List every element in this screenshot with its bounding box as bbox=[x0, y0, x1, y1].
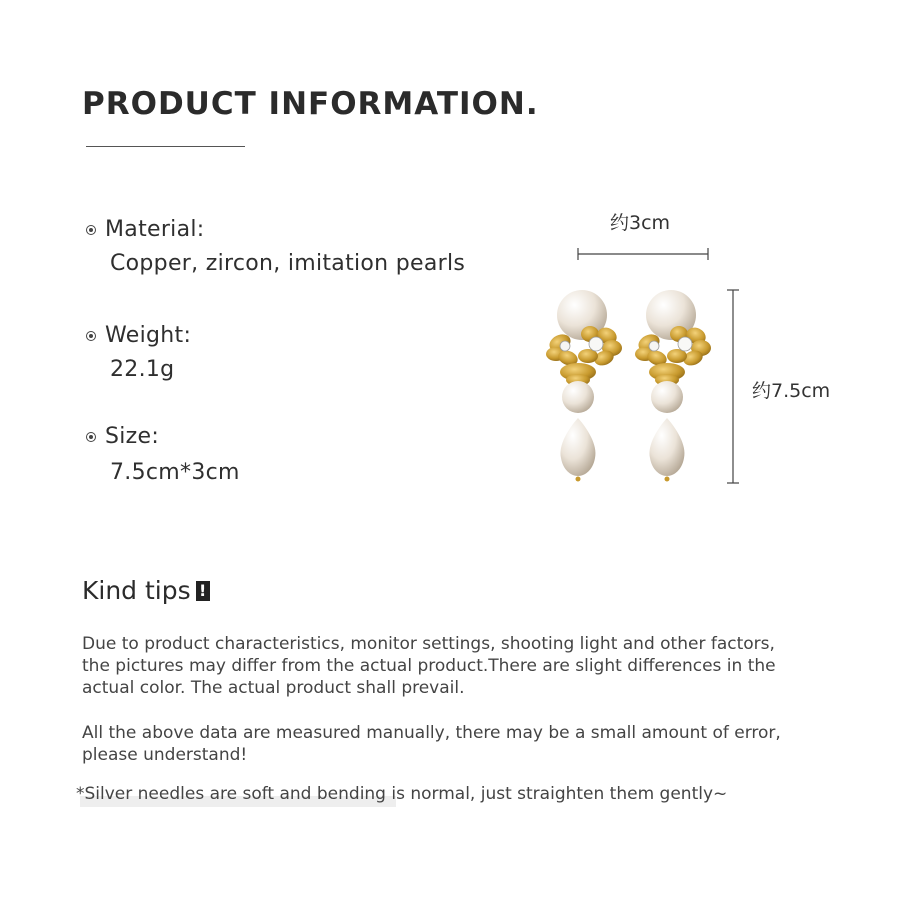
height-dimension-label: 约7.5cm bbox=[752, 380, 831, 402]
tips-paragraph-2: All the above data are measured manually, there may be a small amount of error, please understand! bbox=[82, 723, 781, 765]
spec-value-weight: 22.1g bbox=[110, 357, 175, 382]
spec-size bbox=[86, 424, 159, 449]
spec-material bbox=[86, 217, 205, 242]
kind-tips-heading bbox=[82, 576, 210, 605]
bullet-icon bbox=[86, 331, 96, 341]
kind-tips-title: Kind tips bbox=[82, 576, 191, 605]
bullet-icon bbox=[86, 225, 96, 235]
bullet-icon bbox=[86, 432, 96, 442]
spec-weight bbox=[86, 323, 191, 348]
title-underline bbox=[86, 146, 245, 147]
spec-label-material: Material: bbox=[105, 217, 205, 242]
spec-label-weight: Weight: bbox=[105, 323, 192, 348]
spec-value-material: Copper, zircon, imitation pearls bbox=[110, 251, 466, 276]
page-title: PRODUCT INFORMATION. bbox=[82, 86, 539, 122]
width-dimension-label: 约3cm bbox=[610, 212, 671, 234]
silver-needle-note: *Silver needles are soft and bending is normal, just straighten them gently~ bbox=[76, 784, 728, 804]
earrings-illustration bbox=[520, 240, 760, 500]
spec-value-size: 7.5cm*3cm bbox=[110, 460, 240, 485]
exclamation-icon: ! bbox=[196, 581, 210, 601]
spec-label-size: Size: bbox=[105, 424, 160, 449]
tips-paragraph-1: Due to product characteristics, monitor settings, shooting light and other factors, the pictures may differ from the actual product.There are slight differences in the actual color. The actual product shall prevail. bbox=[82, 634, 776, 698]
